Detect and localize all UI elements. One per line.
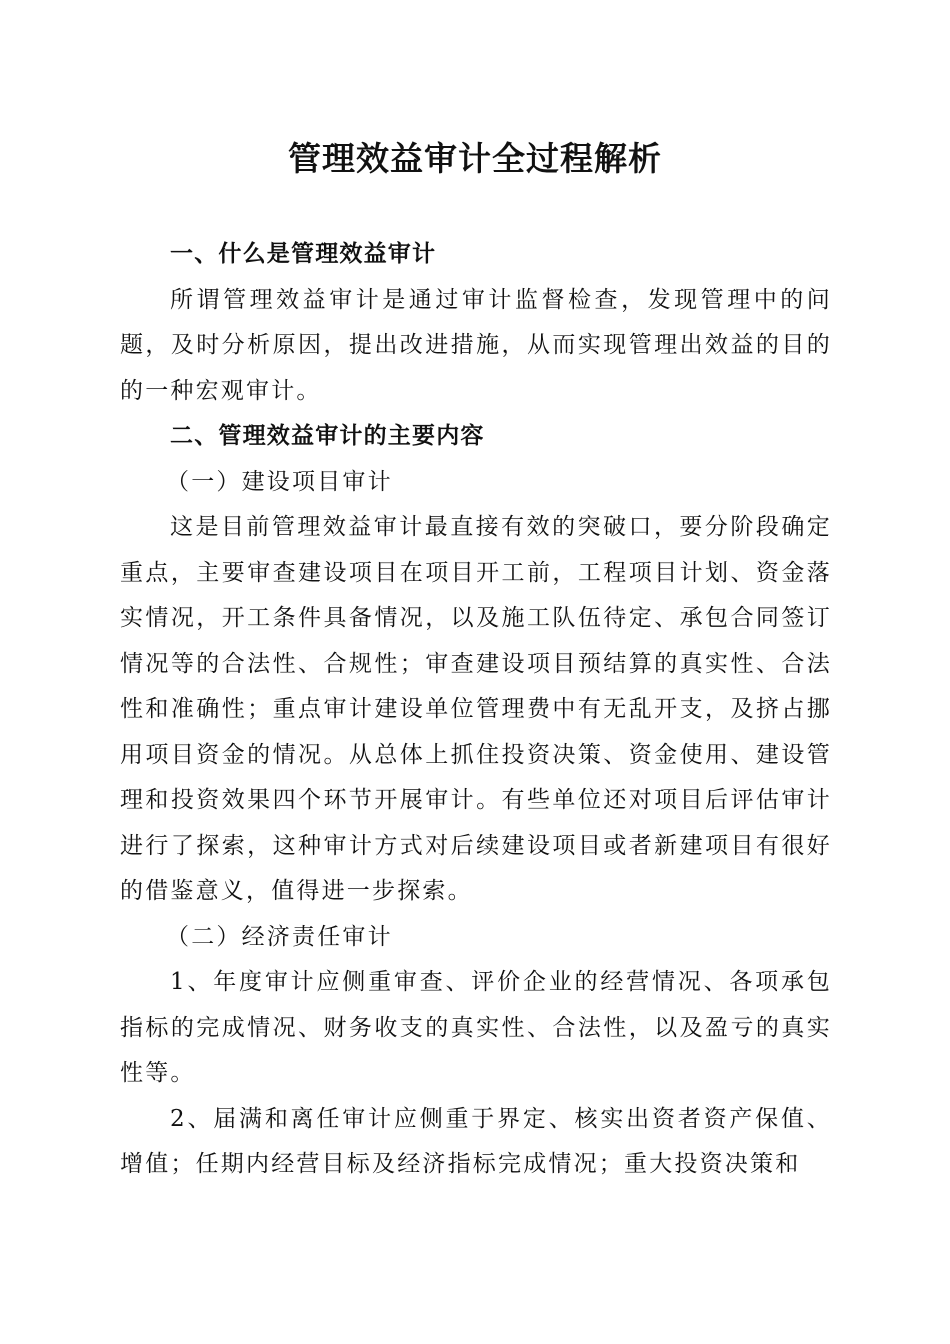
document-body [120, 232, 832, 1188]
section-heading-1: 一、什么是管理效益审计 [170, 241, 437, 267]
paragraph: 2、届满和离任审计应侧重于界定、核实出资者资产保值、增值；任期内经营目标及经济指标完成情况；重大投资决策和 [120, 1105, 832, 1177]
paragraph: 这是目前管理效益审计最直接有效的突破口，要分阶段确定重点，主要审查建设项目在项目开工前，工程项目计划、资金落实情况，开工条件具备情况，以及施工队伍待定、承包合同签订情况等的合法性、合规性；审查建设项目预结算的真实性、合法性和准确性；重点审计建设单位管理费中有无乱开支，及挤占挪用项目资金的情况。从总体上抓住投资决策、资金使用、建设管理和投资效果四个环节开展审计。有些单位还对项目后评估审计进行了探索，这种审计方式对后续建设项目或者新建项目有很好的借鉴意义，值得进一步探索。 [120, 514, 832, 904]
section-heading-2: 二、管理效益审计的主要内容 [170, 423, 485, 449]
document-title: 管理效益审计全过程解析 [288, 139, 662, 178]
paragraph: 1、年度审计应侧重审查、评价企业的经营情况、各项承包指标的完成情况、财务收支的真实性、合法性，以及盈亏的真实性等。 [120, 969, 832, 1086]
paragraph: 所谓管理效益审计是通过审计监督检查，发现管理中的问题，及时分析原因，提出改进措施，从而实现管理出效益的目的的一种宏观审计。 [120, 286, 832, 404]
subsection-heading-1: （一）建设项目审计 [166, 468, 393, 495]
subsection-heading-2: （二）经济责任审计 [166, 923, 393, 950]
